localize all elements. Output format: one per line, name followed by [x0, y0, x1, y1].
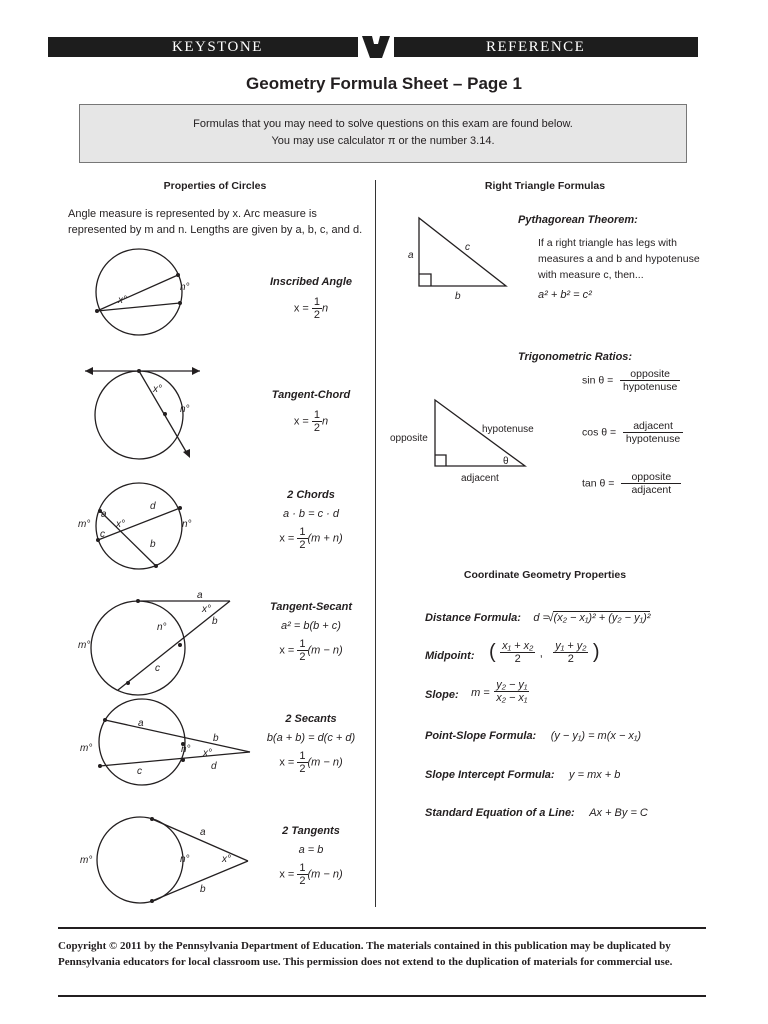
sqrt-icon: √ [547, 612, 554, 624]
slope-intercept-formula [425, 765, 620, 783]
circles-intro: Angle measure is represented by x. Arc measure is represented by m and n. Lengths are given by a, b, c, and d. [68, 208, 363, 236]
trig-fn: cos θ = [582, 426, 617, 439]
formula-lhs: x = [279, 868, 295, 881]
frac-den: 2 [299, 651, 306, 663]
frac-num: opposite [621, 471, 681, 484]
frac-den: 2 [299, 763, 306, 775]
formula-line: a = b [298, 844, 324, 856]
frac-num: 1 [299, 638, 306, 650]
formula-line: a · b = c · d [283, 508, 339, 520]
formula-name: 2 Secants [285, 713, 337, 725]
formula-lhs: x = [293, 302, 309, 315]
formula-rhs: (m − n) [307, 868, 343, 881]
standard-equation-expr: Ax + By = C [589, 807, 648, 819]
label-opposite: opposite [390, 433, 428, 444]
trig-cos [582, 420, 683, 445]
formula-name: Inscribed Angle [269, 276, 353, 288]
frac-num: 1 [299, 526, 306, 538]
label-c: c [465, 242, 470, 253]
label-hypotenuse: hypotenuse [482, 424, 534, 435]
frac-den: hypotenuse [625, 433, 681, 445]
formula-name: 2 Tangents [282, 825, 340, 837]
formula-rhs: n [322, 415, 329, 428]
distance-pre: d = [533, 612, 550, 624]
fraction [623, 420, 683, 445]
slope-label: Slope: [425, 688, 459, 701]
label-c: c [155, 663, 160, 674]
pythagorean-text: If a right triangle has legs with measures a and b and hypotenuse with measure c, then... [538, 237, 700, 281]
label-adjacent: adjacent [461, 473, 499, 484]
label-b: b [213, 733, 219, 744]
point-slope-formula [425, 726, 641, 744]
formula-rhs: (m + n) [307, 532, 343, 545]
frac-den: 2 [514, 653, 521, 665]
fraction [553, 640, 588, 665]
frac-den: 2 [567, 653, 574, 665]
open-paren-icon: ( [488, 641, 496, 663]
label-m: m° [80, 743, 93, 754]
label-m: m° [78, 519, 91, 530]
label-m: m° [78, 640, 91, 651]
label-b: b [200, 884, 206, 895]
right-triangle-heading: Right Triangle Formulas [484, 180, 606, 192]
distance-label: Distance Formula: [425, 612, 521, 624]
frac-num: adjacent [623, 420, 683, 433]
header-right-label: REFERENCE [486, 39, 586, 55]
label-n: n° [180, 282, 190, 293]
formula-lhs: x = [279, 532, 295, 545]
label-n: n° [180, 404, 190, 415]
fraction [500, 640, 535, 665]
fraction [621, 471, 681, 496]
comma: , [539, 647, 543, 660]
distance-rad: (x₂ − x₁)² + (y₂ − y₁)² [553, 612, 651, 624]
label-x: x° [222, 854, 231, 865]
formula-lhs: x = [279, 756, 295, 769]
label-m: m° [80, 855, 93, 866]
frac-num: opposite [620, 368, 680, 381]
header-left-label: KEYSTONE [172, 39, 263, 55]
formula-line: b(a + b) = d(c + d) [266, 732, 356, 744]
frac-num: 1 [299, 862, 306, 874]
trig-title: Trigonometric Ratios: [518, 351, 633, 363]
slope-pre: m = [471, 686, 490, 699]
formula-line: a² = b(b + c) [281, 620, 341, 632]
trig-fn: tan θ = [582, 477, 615, 490]
label-x: x° [203, 748, 212, 759]
label-b: b [150, 539, 156, 550]
formula-name: Tangent-Secant [269, 601, 353, 613]
frac-num: 1 [313, 409, 321, 421]
frac-num: 1 [299, 750, 306, 762]
label-n: n° [157, 622, 167, 633]
midpoint-formula [425, 640, 600, 665]
label-d: d [150, 501, 156, 512]
label-x: x° [202, 604, 211, 615]
label-n: n° [182, 519, 192, 530]
pythagorean-title: Pythagorean Theorem: [518, 214, 638, 226]
label-c: c [137, 766, 142, 777]
frac-den: adjacent [631, 484, 672, 496]
point-slope-expr: (y − y₁) = m(x − x₁) [550, 730, 642, 742]
formula-name: 2 Chords [287, 489, 335, 501]
fraction [494, 679, 529, 704]
slope-formula [425, 679, 529, 704]
label-a: a [101, 509, 107, 520]
notice-line-1: Formulas that you may need to solve questions on this exam are found below. [193, 118, 573, 130]
frac-den: 2 [299, 539, 306, 551]
label-n: n° [180, 854, 190, 865]
label-x: x° [153, 384, 162, 395]
notice-line-2: You may use calculator π or the number 3.14. [271, 135, 495, 147]
frac-den: hypotenuse [623, 381, 678, 393]
label-a: a [408, 250, 414, 261]
trig-fn: sin θ = [582, 374, 614, 387]
label-a: a [200, 827, 206, 838]
footer-bottom-rule [58, 995, 706, 997]
slope-intercept-expr: y = mx + b [569, 769, 621, 781]
frac-den: 2 [299, 875, 306, 887]
frac-den: x₂ − x₁ [496, 692, 528, 704]
frac-den: 2 [313, 422, 321, 434]
formula-lhs: x = [293, 415, 309, 428]
formula-lhs: x = [279, 644, 295, 657]
trig-tan [582, 471, 681, 496]
label-x: x° [118, 295, 127, 306]
label-c: c [100, 529, 105, 540]
standard-equation [425, 803, 648, 821]
formula-rhs: (m − n) [307, 756, 343, 769]
frac-num: y₂ − y₁ [496, 679, 528, 691]
frac-num: 1 [313, 296, 321, 308]
trig-sin [582, 368, 680, 393]
midpoint-label: Midpoint: [425, 649, 475, 662]
formula-rhs: n [322, 302, 329, 315]
standard-equation-label: Standard Equation of a Line: [425, 807, 575, 819]
slope-intercept-label: Slope Intercept Formula: [425, 769, 555, 781]
label-a: a [138, 718, 144, 729]
label-d: d [211, 761, 217, 772]
formula-name: Tangent-Chord [271, 389, 351, 401]
formula-rhs: (m − n) [307, 644, 343, 657]
label-x: x° [116, 519, 125, 530]
fraction [620, 368, 680, 393]
frac-den: 2 [313, 309, 321, 321]
label-b: b [455, 291, 461, 302]
label-theta: θ [503, 456, 509, 467]
label-a: a [197, 590, 203, 601]
frac-num: y₁ + y₂ [555, 640, 587, 652]
label-n: n° [181, 744, 191, 755]
circles-heading: Properties of Circles [163, 180, 267, 192]
distance-radicand [547, 611, 651, 624]
label-b: b [212, 616, 218, 627]
distance-formula [425, 608, 650, 626]
coordinate-heading: Coordinate Geometry Properties [463, 569, 627, 581]
page-title: Geometry Formula Sheet – Page 1 [246, 74, 522, 93]
frac-num: x₁ + x₂ [502, 640, 534, 652]
close-paren-icon: ) [592, 641, 600, 663]
pythagorean-formula: a² + b² = c² [538, 289, 592, 301]
point-slope-label: Point-Slope Formula: [425, 730, 537, 742]
copyright-text: Copyright © 2011 by the Pennsylvania Department of Education. The materials contained in this publication may be duplicated by Pennsylvania educators for local classroom use. This permission does not extend to the duplication of materials for commercial use. [58, 940, 673, 968]
footer-top-rule [58, 927, 706, 929]
